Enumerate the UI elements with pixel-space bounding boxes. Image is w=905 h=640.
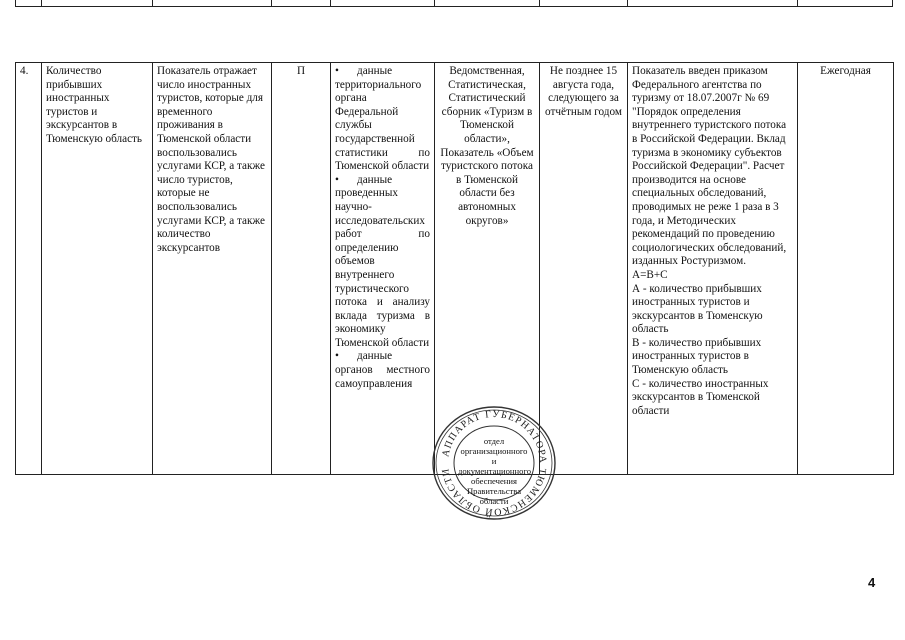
list-item: • данные проведенных научно-исследовательских работ по определению объемов внутреннего туристического потока и анализу вклада туризма в экономику Тюменской области xyxy=(335,173,430,349)
stamp-center-text: отдел организационного и документационного обеспечения Правительства области xyxy=(458,436,532,506)
row-number-cell: 4. xyxy=(16,63,42,475)
indicator-definition-cell: Показатель отражает число иностранных туристов, которые для временного проживания в Тюменской области воспользовались услугами КСР, а также число туристов, которые не воспользовались услугами КСР, а также количество экскурсантов xyxy=(153,63,272,475)
bullet-icon: • xyxy=(335,350,339,363)
frequency-cell: Ежегодная xyxy=(798,63,894,475)
method-variable-b: В - количество прибывших иностранных туристов в Тюменскую область xyxy=(632,336,762,377)
method-formula: А=В+С xyxy=(632,268,668,281)
data-sources-cell xyxy=(331,63,435,475)
calculation-method-cell xyxy=(628,63,798,475)
deadline-cell: Не позднее 15 августа года, следующего за отчётным годом xyxy=(540,63,628,475)
list-item: • данные территориального органа Федеральной службы государственной статистики по Тюменской области xyxy=(335,65,430,173)
indicator-type-cell: П xyxy=(272,63,331,475)
bullet-icon: • xyxy=(335,65,339,77)
method-variable-c: С - количество иностранных экскурсантов в Тюменской области xyxy=(632,377,769,417)
previous-table-bottom-border xyxy=(15,0,893,7)
list-item: • данные органов местного самоуправления xyxy=(335,350,430,390)
svg-text:АППАРАТ ГУБЕРНАТОРА ТЮМЕНСКОЙ: АППАРАТ ГУБЕРНАТОРА ТЮМЕНСКОЙ ОБЛАСТИ xyxy=(440,408,549,518)
method-variable-a: А - количество прибывших иностранных туристов и экскурсантов в Тюменскую область xyxy=(632,282,763,336)
official-stamp xyxy=(430,404,558,522)
bullet-icon: • xyxy=(335,173,339,186)
department-source-cell: Ведомственная, Статистическая, Статистический сборник «Туризм в Тюменской области», Показатель «Объем туристского потока в Тюменской области без автономных округов» xyxy=(435,63,540,475)
page-number: 4 xyxy=(868,575,876,590)
indicator-name-cell: Количество прибывших иностранных туристов и экскурсантов в Тюменскую область xyxy=(42,63,153,475)
method-paragraph: Показатель введен приказом Федерального агентства по туризму от 18.07.2007г № 69 "Порядок определения внутреннего туристского потока в Российской Федерации. Вклад туризма в экономику субъектов Российской Федерации". Расчет производится на основе специальных обследований, проводимых не реже 1 раза в 3 года, и Методических рекомендаций по проведению социологических обследований, изданных Ростуризмом. xyxy=(632,65,787,268)
data-sources-list xyxy=(335,65,430,391)
